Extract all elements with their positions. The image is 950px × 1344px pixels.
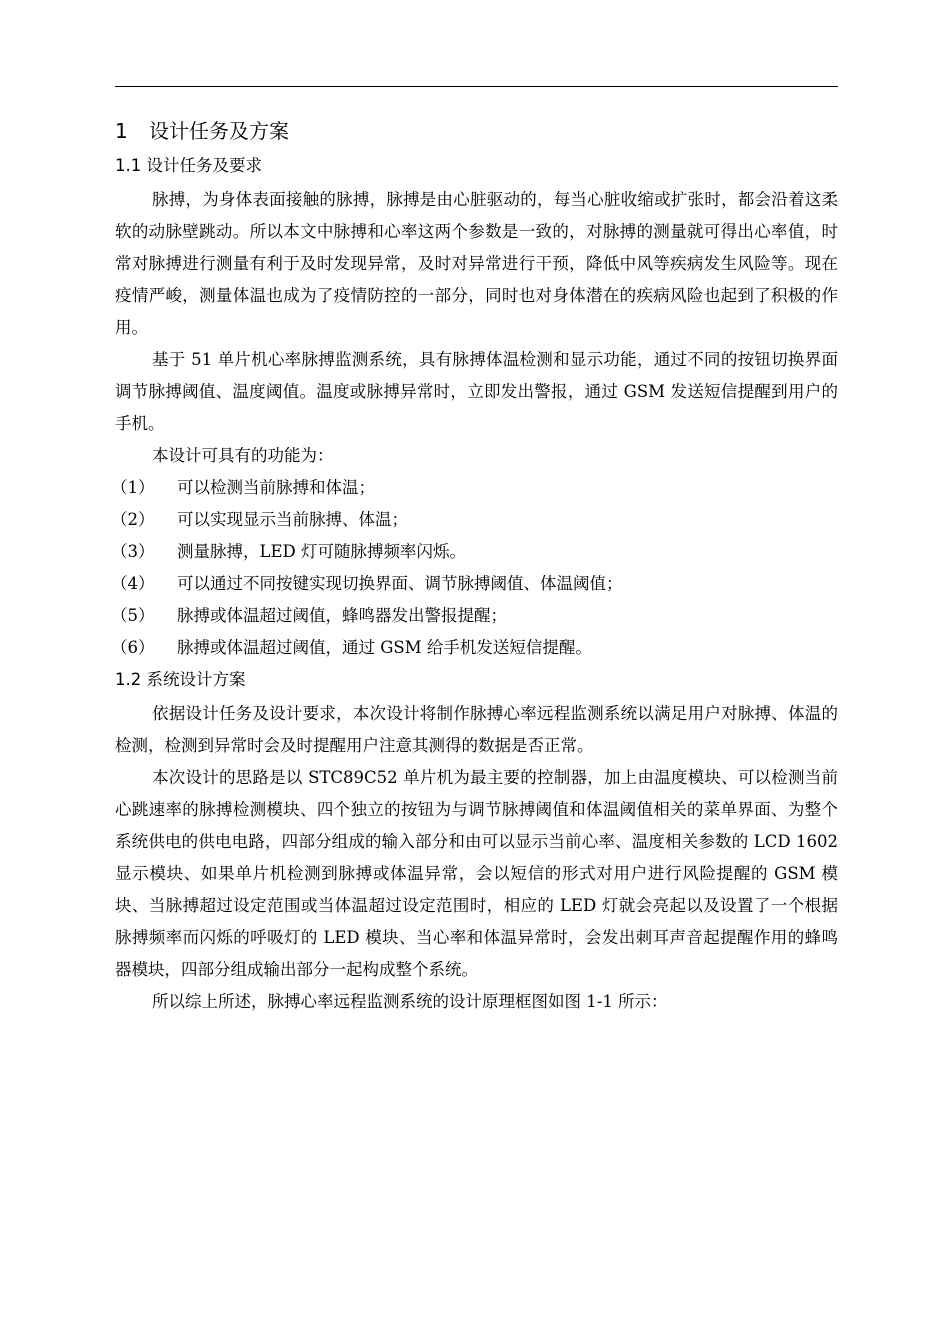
list-item-text: 脉搏或体温超过阈值，通过 GSM 给手机发送短信提醒。 [177,638,592,657]
function-list [111,472,838,664]
list-marker: （5） [111,606,155,625]
section-1-2-heading: 1.2 系统设计方案 [115,670,246,689]
list-item [111,472,838,504]
list-item [111,504,838,536]
section-1-1-heading: 1.1 设计任务及要求 [115,156,262,175]
paragraph-design-basis: 依据设计任务及设计要求，本次设计将制作脉搏心率远程监测系统以满足用户对脉搏、体温的检测，检测到异常时会及时提醒用户注意其测得的数据是否正常。 [115,704,838,755]
list-item-text: 脉搏或体温超过阈值，蜂鸣器发出警报提醒； [177,606,507,625]
paragraph-figure-reference: 所以综上所述，脉搏心率远程监测系统的设计原理框图如图 1-1 所示： [152,992,668,1011]
list-item [111,600,838,632]
section-1-heading [115,114,838,148]
list-item [111,536,838,568]
document-body [111,114,838,1018]
list-item-text: 可以检测当前脉搏和体温； [177,478,375,497]
list-marker: （3） [111,542,155,561]
list-item-text: 可以实现显示当前脉搏、体温； [177,510,408,529]
list-item-text: 可以通过不同按键实现切换界面、调节脉搏阈值、体温阈值； [177,574,623,593]
list-marker: （1） [111,478,155,497]
section-1-title: 设计任务及方案 [149,119,289,143]
list-marker: （2） [111,510,155,529]
section-1-number: 1 [115,119,128,143]
list-marker: （4） [111,574,155,593]
list-item-text: 测量脉搏，LED 灯可随脉搏频率闪烁。 [177,542,466,561]
paragraph-pulse-intro: 脉搏，为身体表面接触的脉搏，脉搏是由心脏驱动的，每当心脏收缩或扩张时，都会沿着这柔软的动脉壁跳动。所以本文中脉搏和心率这两个参数是一致的，对脉搏的测量就可得出心率值，时常对脉搏进行测量有利于及时发现异常，及时对异常进行干预，降低中风等疾病发生风险等。现在疫情严峻，测量体温也成为了疫情防控的一部分，同时也对身体潜在的疾病风险也起到了积极的作用。 [115,190,838,337]
header-rule [115,86,838,87]
list-item [111,632,838,664]
list-marker: （6） [111,638,155,657]
paragraph-design-approach: 本次设计的思路是以 STC89C52 单片机为最主要的控制器，加上由温度模块、可以检测当前心跳速率的脉搏检测模块、四个独立的按钮为与调节脉搏阈值和体温阈值相关的菜单界面、为整个系统供电的供电电路，四部分组成的输入部分和由可以显示当前心率、温度相关参数的 LCD 1602 显示模块、如果单片机检测到脉搏或体温异常，会以短信的形式对用户进行风险提醒的 GSM 模块、当脉搏超过设定范围或当体温超过设定范围时，相应的 LED 灯就会亮起以及设置了一个根据脉搏频率而闪烁的呼吸灯的 LED 模块、当心率和体温异常时，会发出刺耳声音起提醒作用的蜂鸣器模块，四部分组成输出部分一起构成整个系统。 [115,768,838,979]
paragraph-functions-intro: 本设计可具有的功能为： [152,446,334,465]
paragraph-system-overview: 基于 51 单片机心率脉搏监测系统，具有脉搏体温检测和显示功能，通过不同的按钮切换界面调节脉搏阈值、温度阈值。温度或脉搏异常时，立即发出警报，通过 GSM 发送短信提醒到用户的手机。 [115,350,838,433]
list-item [111,568,838,600]
